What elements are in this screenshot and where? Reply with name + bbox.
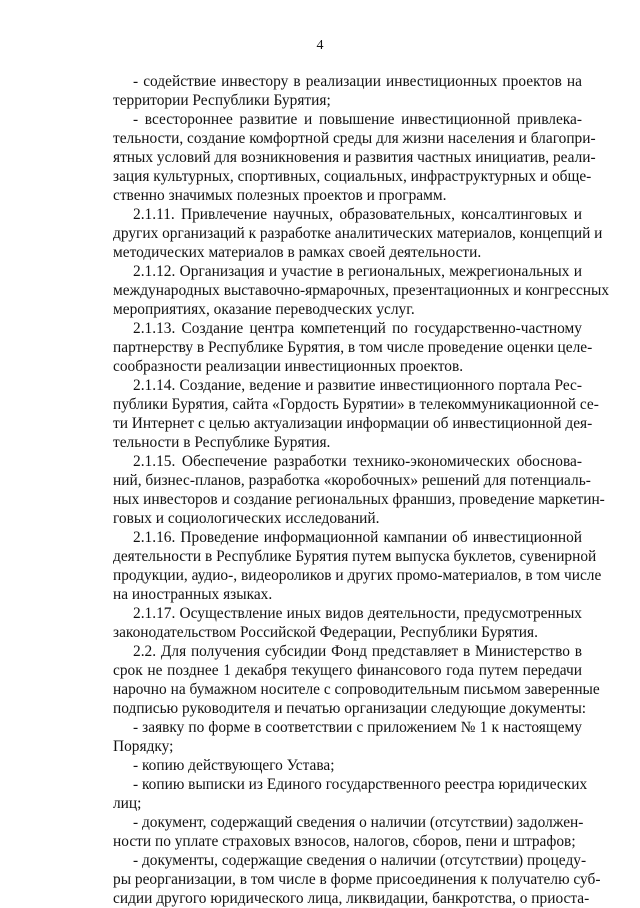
text-line: - всестороннее развитие и повышение инвестиционной привлека- <box>133 111 582 128</box>
text-line: 2.1.13. Создание центра компетенций по государственно-частному <box>133 320 582 337</box>
text-line: публики Бурятия, сайта «Гордость Бурятии» в телекоммуникационной се- <box>113 396 599 413</box>
text-line: тельности, создание комфортной среды для жизни населения и благопри- <box>113 130 596 147</box>
text-line: сообразности реализации инвестиционных проектов. <box>113 358 464 375</box>
text-line: ры реорганизации, в том числе в форме присоединения к получателю суб- <box>113 871 601 888</box>
text-line: - документы, содержащие сведения о наличии (отсутствии) процеду- <box>133 852 587 869</box>
text-line: международных выставочно-ярмарочных, презентационных и конгрессных <box>113 282 610 299</box>
text-line: лиц; <box>113 795 142 812</box>
text-line: мероприятиях, оказание переводческих услуг. <box>113 301 415 318</box>
text-line: нарочно на бумажном носителе с сопроводительным письмом заверенные <box>113 681 600 698</box>
text-line: зация культурных, спортивных, социальных, инфраструктурных и обще- <box>113 168 592 185</box>
text-line: ности по уплате страховых взносов, налогов, сборов, пени и штрафов; <box>113 833 576 850</box>
text-line: - документ, содержащий сведения о наличии (отсутствии) задолжен- <box>133 814 584 831</box>
text-line: 2.1.16. Проведение информационной кампании об инвестиционной <box>133 529 582 546</box>
text-line: деятельности в Республике Бурятия путем выпуска буклетов, сувенирной <box>113 548 597 565</box>
text-line: территории Республики Бурятия; <box>113 92 331 109</box>
text-line: ти Интернет с целью актуализации информации об инвестиционной дея- <box>113 415 593 432</box>
text-line: 2.1.14. Создание, ведение и развитие инвестиционного портала Рес- <box>133 377 582 394</box>
text-line: тельности в Республике Бурятия. <box>113 434 331 451</box>
text-line: других организаций к разработке аналитических материалов, концепций и <box>113 225 603 242</box>
text-line: законодательством Российской Федерации, Республики Бурятия. <box>113 624 538 641</box>
text-line: на иностранных языках. <box>113 586 273 603</box>
text-line: ственно значимых полезных проектов и программ. <box>113 187 447 204</box>
text-line: ятных условий для возникновения и развития частных инициатив, реали- <box>113 149 596 166</box>
text-line: методических материалов в рамках своей деятельности. <box>113 244 482 261</box>
text-line: ний, бизнес-планов, разработка «коробочных» решений для потенциаль- <box>113 472 591 489</box>
text-line: партнерству в Республике Бурятия, в том числе проведение оценки целе- <box>113 339 593 356</box>
text-line: - копию действующего Устава; <box>133 757 335 774</box>
text-line: - содействие инвестору в реализации инвестиционных проектов на <box>133 73 582 90</box>
text-line: - копию выписки из Единого государственного реестра юридических <box>133 776 588 793</box>
text-line: 2.1.11. Привлечение научных, образовательных, консалтинговых и <box>133 206 582 223</box>
text-line: ных инвесторов и создание региональных франшиз, проведение маркетин- <box>113 491 605 508</box>
text-line: 2.2. Для получения субсидии Фонд представляет в Министерство в <box>133 643 582 660</box>
text-line: говых и социологических исследований. <box>113 510 380 527</box>
text-line: - заявку по форме в соответствии с приложением № 1 к настоящему <box>133 719 582 736</box>
text-line: сидии другого юридического лица, ликвидации, банкротства, о приоста- <box>113 890 590 907</box>
text-line: 2.1.17. Осуществление иных видов деятельности, предусмотренных <box>133 605 582 622</box>
text-line: 2.1.12. Организация и участие в региональных, межрегиональных и <box>133 263 582 280</box>
text-line: продукции, аудио-, видеороликов и других промо-материалов, в том числе <box>113 567 602 584</box>
text-line: срок не позднее 1 декабря текущего финансового года путем передачи <box>113 662 582 679</box>
page-number: 4 <box>316 38 324 53</box>
text-line: Порядку; <box>113 738 174 755</box>
text-line: 2.1.15. Обеспечение разработки технико-экономических обоснова- <box>133 453 582 470</box>
text-line: подписью руководителя и печатью организации следующие документы: <box>113 700 587 717</box>
